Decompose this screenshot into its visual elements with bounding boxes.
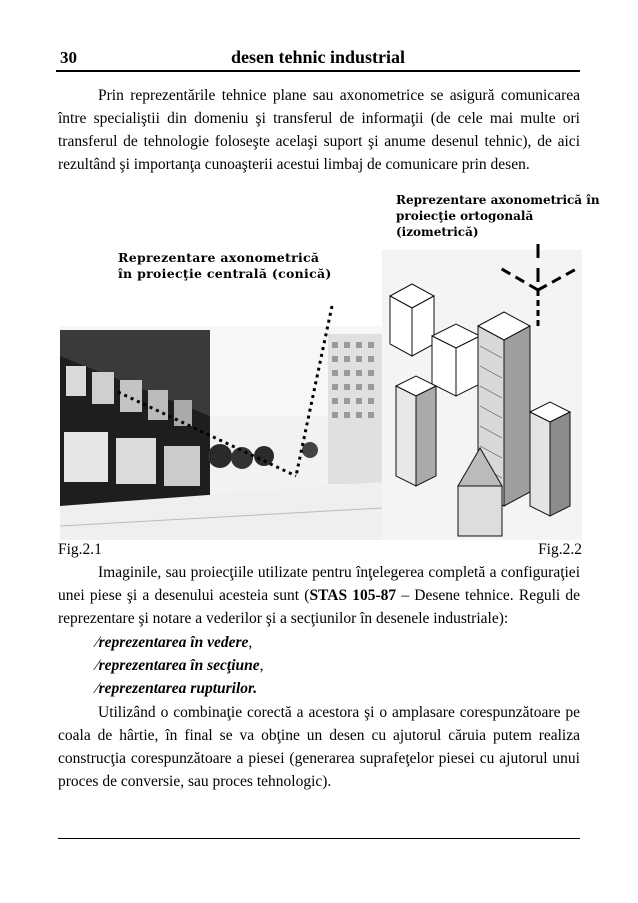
list-item — [96, 631, 264, 654]
second-paragraph-after: – Desene tehnice. Reguli de reprezentare şi notare a vederilor şi a secţiunilor în desenele industriale): — [58, 587, 580, 627]
running-title: desen tehnic industrial — [230, 47, 406, 67]
list-item — [96, 654, 264, 677]
central-projection-photo — [60, 306, 382, 540]
fig-2-2-caption: Fig.2.2 — [538, 541, 582, 558]
label-iso-line-3: (izometrică) — [396, 225, 479, 239]
label-iso-line-1: Reprezentare axonometrică în — [396, 193, 600, 207]
bullet-mark: ⁄ — [96, 634, 99, 651]
page-header — [56, 44, 580, 72]
list-item-text: reprezentarea în vedere — [98, 634, 249, 651]
list-item — [96, 677, 264, 700]
label-iso-line-2: proiecţie ortogonală — [396, 209, 534, 223]
label-central-line-2: în proiecţie centrală (conică) — [118, 266, 332, 281]
isometric-city-drawing — [382, 244, 582, 540]
list-item-text: reprezentarea rupturilor. — [98, 680, 258, 697]
intro-paragraph: Prin reprezentările tehnice plane sau axonometrice se asigură comunicarea între specialiştii din domeniu şi transferul de informaţii (de cele mai multe ori transferul de tehnologie foloseşte acelaşi suport şi anume desenul tehnic), de aici rezultând şi importanţa cunoaşterii acestui limbaj de comunicare prin desen. — [58, 87, 580, 173]
representation-list — [96, 631, 264, 700]
page-number: 30 — [60, 48, 77, 67]
label-central-line-1: Reprezentare axonometrică — [118, 250, 320, 265]
bullet-mark: ⁄ — [96, 680, 99, 697]
bullet-mark: ⁄ — [96, 657, 99, 674]
footer-divider — [58, 838, 580, 839]
second-paragraph-before: Imaginile, sau proiecţiile utilizate pentru înţelegerea completă a configuraţiei unei piese şi a desenului acesteia sunt ( — [58, 564, 580, 604]
list-item-punct: , — [259, 657, 264, 674]
closing-paragraph: Utilizând o combinaţie corectă a acestora şi o amplasare corespunzătoare pe coala de hârtie, în final se va obţine un desen cu ajutorul căruia putem realiza construcţia corespunzătoare a piesei (generarea suprafeţelor piesei cu ajutorul unui proces de conversie, sau proces tehnologic). — [58, 704, 580, 790]
fig-2-1-caption: Fig.2.1 — [58, 541, 102, 558]
standard-reference: STAS 105-87 — [309, 587, 397, 604]
list-item-text: reprezentarea în secţiune — [98, 657, 260, 674]
list-item-punct: , — [248, 634, 253, 651]
label-central-projection — [118, 250, 332, 282]
label-isometric-projection — [396, 192, 600, 240]
second-paragraph — [58, 561, 580, 630]
